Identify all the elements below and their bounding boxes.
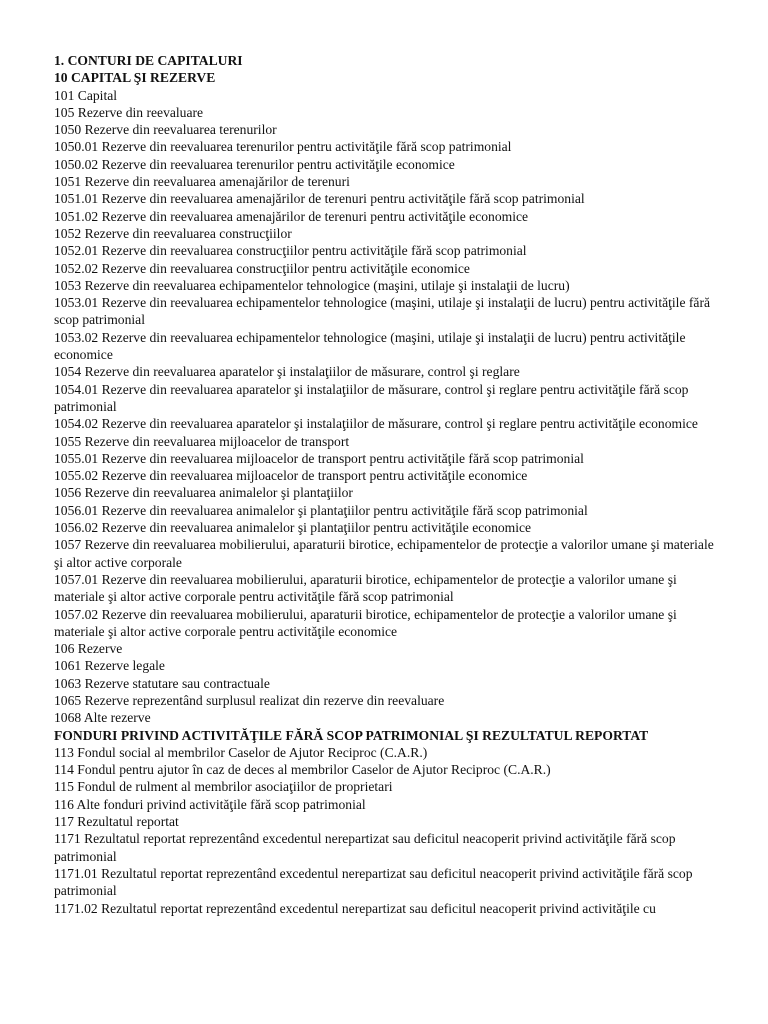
account-line: 1061 Rezerve legale [54, 658, 165, 674]
account-line: 1051.01 Rezerve din reevaluarea amenajărilor de terenuri pentru activităţile fără scop patrimonial [54, 191, 585, 207]
account-line: 1057 Rezerve din reevaluarea mobilierului, aparaturii birotice, echipamentelor de protecţie a valorilor umane şi materiale şi altor active corporale [54, 537, 714, 570]
account-line: 105 Rezerve din reevaluare [54, 104, 204, 120]
account-line: 106 Rezerve [54, 641, 123, 657]
account-line: 1052.01 Rezerve din reevaluarea construcţiilor pentru activităţile fără scop patrimonial [54, 243, 527, 259]
account-line: 1052 Rezerve din reevaluarea construcţiilor [54, 225, 292, 241]
account-line: 117 Rezultatul reportat [54, 814, 179, 830]
account-line: 1063 Rezerve statutare sau contractuale [54, 675, 270, 691]
account-line: 1054.02 Rezerve din reevaluarea aparatelor şi instalaţiilor de măsurare, control şi reglare pentru activităţile economice [54, 416, 698, 432]
account-line: 1055.01 Rezerve din reevaluarea mijloacelor de transport pentru activităţile fără scop patrimonial [54, 450, 584, 466]
account-line: 1171.01 Rezultatul reportat reprezentând excedentul nerepartizat sau deficitul neacoperit privind activităţile fără scop patrimonial [54, 865, 693, 899]
account-line: 1068 Alte rezerve [54, 710, 151, 726]
account-line: 1056.01 Rezerve din reevaluarea animalelor şi plantaţiilor pentru activităţile fără scop patrimonial [54, 502, 588, 518]
account-line: 1055.02 Rezerve din reevaluarea mijloacelor de transport pentru activităţile economice [54, 468, 528, 484]
account-line: 113 Fondul social al membrilor Caselor de Ajutor Reciproc (C.A.R.) [54, 744, 428, 760]
account-line: 1051.02 Rezerve din reevaluarea amenajărilor de terenuri pentru activităţile economice [54, 208, 529, 224]
account-line: 1053.01 Rezerve din reevaluarea echipamentelor tehnologice (maşini, utilaje şi instalaţii de lucru) pentru activităţile fără scop patrimonial [54, 295, 711, 328]
account-line: 1055 Rezerve din reevaluarea mijloacelor de transport [54, 433, 350, 449]
account-line: 1050.02 Rezerve din reevaluarea terenurilor pentru activităţile economice [54, 156, 455, 172]
account-line: 1050.01 Rezerve din reevaluarea terenurilor pentru activităţile fără scop patrimonial [54, 139, 512, 155]
account-line: 1057.02 Rezerve din reevaluarea mobilierului, aparaturii birotice, echipamentelor de protecţie a valorilor umane şi materiale şi altor active corporale pentru activităţile economice [54, 606, 677, 639]
account-line: 1171 Rezultatul reportat reprezentând excedentul nerepartizat sau deficitul neacoperit privind activităţile fără scop patrimonial [54, 831, 676, 864]
account-line: 101 Capital [54, 87, 118, 103]
account-line: 1056.02 Rezerve din reevaluarea animalelor şi plantaţiilor pentru activităţile economice [54, 520, 532, 536]
account-line: 1053.02 Rezerve din reevaluarea echipamentelor tehnologice (maşini, utilaje şi instalaţii de lucru) pentru activităţile economice [54, 329, 686, 363]
document-body [54, 52, 718, 917]
section-heading: 10 CAPITAL ŞI REZERVE [54, 70, 216, 86]
section-heading: 1. CONTURI DE CAPITALURI [54, 53, 243, 68]
account-line: 1054 Rezerve din reevaluarea aparatelor şi instalaţiilor de măsurare, control şi reglare [54, 364, 520, 380]
account-line: 116 Alte fonduri privind activităţile fără scop patrimonial [54, 796, 366, 812]
account-line: 115 Fondul de rulment al membrilor asociaţiilor de proprietari [54, 779, 393, 795]
account-line: 1052.02 Rezerve din reevaluarea construcţiilor pentru activităţile economice [54, 260, 470, 276]
account-line: 1171.02 Rezultatul reportat reprezentând excedentul nerepartizat sau deficitul neacoperit privind activităţile cu [54, 900, 656, 916]
account-line: 1057.01 Rezerve din reevaluarea mobilierului, aparaturii birotice, echipamentelor de protecţie a valorilor umane şi materiale şi altor active corporale pentru activităţile fără scop patrimonial [54, 571, 677, 605]
account-line: 1051 Rezerve din reevaluarea amenajărilor de terenuri [54, 174, 350, 190]
account-line: 1050 Rezerve din reevaluarea terenurilor [54, 122, 277, 138]
account-line: 114 Fondul pentru ajutor în caz de deces al membrilor Caselor de Ajutor Reciproc (C.A.R.) [54, 762, 551, 778]
account-line: 1053 Rezerve din reevaluarea echipamentelor tehnologice (maşini, utilaje şi instalaţii de lucru) [54, 277, 570, 293]
account-line: 1054.01 Rezerve din reevaluarea aparatelor şi instalaţiilor de măsurare, control şi reglare pentru activităţile fără scop patrimonial [54, 381, 689, 414]
section-heading: FONDURI PRIVIND ACTIVITĂŢILE FĂRĂ SCOP PATRIMONIAL ŞI REZULTATUL REPORTAT [54, 727, 649, 743]
account-line: 1065 Rezerve reprezentând surplusul realizat din rezerve din reevaluare [54, 692, 445, 708]
account-line: 1056 Rezerve din reevaluarea animalelor şi plantaţiilor [54, 485, 353, 501]
